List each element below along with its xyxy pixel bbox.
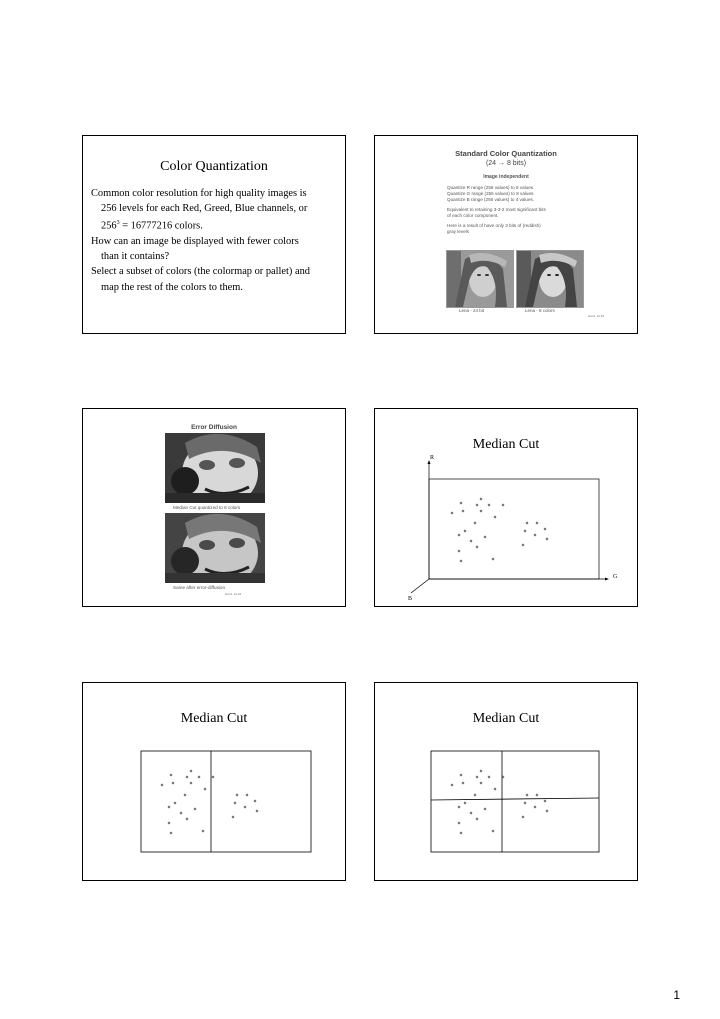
color-point — [186, 818, 188, 820]
color-points — [161, 770, 258, 834]
color-point — [476, 818, 478, 820]
color-point — [168, 822, 170, 824]
lena-8colors-image — [516, 250, 584, 308]
text-line: = 16777216 colors. — [119, 220, 203, 232]
text-line: Select a subset of colors (the colormap or pallet) and — [91, 266, 310, 278]
color-point — [470, 812, 472, 814]
color-point — [460, 774, 462, 776]
text-line: Quantize B range (256 values) to 4 values. — [447, 197, 535, 202]
color-point — [186, 776, 188, 778]
axis-label-b: B — [408, 596, 413, 602]
color-point — [474, 522, 476, 524]
slide-title: Median Cut — [472, 711, 540, 726]
color-point — [484, 536, 486, 538]
slide-title: Standard Color Quantization — [455, 149, 557, 158]
color-point — [161, 784, 163, 786]
text-line: Quantize G range (256 values) to 8 values. — [447, 191, 535, 196]
color-point — [170, 832, 172, 834]
color-point — [464, 802, 466, 804]
color-point — [544, 528, 546, 530]
color-points — [451, 770, 548, 834]
color-point — [464, 530, 466, 532]
text-line: Here is a result of have only 3 bits of (reddish) — [447, 223, 541, 228]
axis-label-r: R — [430, 455, 435, 461]
page-number: 1 — [673, 988, 680, 1002]
color-point — [212, 776, 214, 778]
color-point — [494, 788, 496, 790]
color-point — [502, 504, 504, 506]
slide-title: Median Cut — [180, 711, 248, 726]
color-point — [484, 808, 486, 810]
color-point — [172, 782, 174, 784]
color-point — [470, 540, 472, 542]
median-cut-diagram — [375, 683, 638, 881]
color-point — [474, 794, 476, 796]
color-point — [244, 806, 246, 808]
color-point — [522, 544, 524, 546]
slide-error-diffusion — [82, 408, 346, 607]
text-line: Common color resolution for high quality images is — [91, 188, 307, 199]
color-point — [204, 788, 206, 790]
color-point — [458, 550, 460, 552]
clown-error-diffusion-image — [165, 513, 265, 583]
color-point — [232, 816, 234, 818]
color-box — [141, 751, 311, 852]
slide-median-cut-split2 — [374, 682, 638, 881]
color-point — [492, 558, 494, 560]
color-point — [536, 794, 538, 796]
color-point — [476, 546, 478, 548]
text-base: 256 — [101, 220, 117, 232]
color-point — [488, 776, 490, 778]
lena-picture — [517, 251, 583, 307]
text-line: gray levels — [447, 229, 469, 234]
credit-text: Gonz. 11.15 — [588, 314, 605, 318]
text-line: Equivalent to retaining 3-3-2 most significant bits — [447, 207, 546, 212]
color-point — [526, 794, 528, 796]
color-point — [246, 794, 248, 796]
color-point — [526, 522, 528, 524]
text-line: Quantize R range (256 values) to 8 values. — [447, 185, 535, 190]
slide-title: Error Diffusion — [191, 424, 237, 431]
color-point — [168, 806, 170, 808]
caption-left: Lena - 24 bit — [459, 308, 485, 313]
color-point — [194, 808, 196, 810]
clown-picture — [165, 513, 265, 583]
color-point — [202, 830, 204, 832]
color-point — [546, 810, 548, 812]
color-box — [429, 479, 599, 579]
color-point — [236, 794, 238, 796]
median-cut-diagram — [83, 683, 346, 881]
color-point — [254, 800, 256, 802]
text-line: of each color component. — [447, 213, 499, 218]
arrow-g — [605, 578, 609, 581]
clown-median-cut-image — [165, 433, 265, 503]
color-point — [190, 770, 192, 772]
color-point — [198, 776, 200, 778]
color-point — [534, 534, 536, 536]
lena-picture — [447, 251, 513, 307]
color-point — [460, 832, 462, 834]
color-point — [480, 770, 482, 772]
caption-right: Lena - 8 colors — [525, 308, 555, 313]
color-point — [524, 530, 526, 532]
color-point — [524, 802, 526, 804]
superscript: 3 — [116, 220, 120, 227]
color-point — [476, 504, 478, 506]
color-point — [462, 782, 464, 784]
color-point — [234, 802, 236, 804]
color-point — [536, 522, 538, 524]
color-point — [494, 516, 496, 518]
paragraph-color-resolution — [91, 186, 341, 234]
rgb-cube-diagram — [375, 409, 638, 607]
paragraph-question — [91, 234, 341, 264]
slide-median-cut-3d — [374, 408, 638, 607]
slide-title: Median Cut — [472, 437, 540, 452]
color-point — [458, 534, 460, 536]
text-line: map the rest of the colors to them. — [101, 281, 243, 293]
text-line: than it contains? — [101, 251, 170, 263]
color-point — [174, 802, 176, 804]
color-point — [522, 816, 524, 818]
color-point — [476, 776, 478, 778]
color-point — [546, 538, 548, 540]
color-points — [451, 498, 548, 562]
color-point — [170, 774, 172, 776]
color-point — [458, 806, 460, 808]
color-point — [190, 782, 192, 784]
b-axis — [411, 579, 429, 593]
color-point — [184, 794, 186, 796]
slide-standard-quantization — [374, 135, 638, 334]
slide-subtitle: (24 → 8 bits) — [485, 160, 527, 167]
color-point — [256, 810, 258, 812]
text-line: How can an image be displayed with fewer colors — [91, 236, 299, 248]
slide-body — [91, 186, 341, 295]
color-point — [492, 830, 494, 832]
lena-24bit-image — [446, 250, 514, 308]
caption-median-cut: Median Cut quantized to 8 colors — [173, 505, 241, 510]
slide-text — [447, 185, 627, 235]
color-point — [458, 822, 460, 824]
caption-error-diffusion: Same after error-diffusion — [173, 585, 226, 590]
color-point — [451, 512, 453, 514]
cut-line-horizontal — [431, 798, 599, 800]
color-box — [431, 751, 599, 852]
color-point — [488, 504, 490, 506]
color-point — [460, 560, 462, 562]
color-point — [462, 510, 464, 512]
color-point — [544, 800, 546, 802]
color-point — [480, 498, 482, 500]
axis-label-g: G — [613, 574, 618, 580]
color-point — [180, 812, 182, 814]
paragraph-answer — [91, 264, 341, 294]
slide-color-quantization — [82, 135, 346, 334]
text-line: 256 levels for each Red, Greed, Blue channels, or — [101, 203, 308, 215]
credit-text: Gonz. 11.16 — [225, 592, 242, 596]
color-point — [534, 806, 536, 808]
color-point — [460, 502, 462, 504]
color-point — [480, 782, 482, 784]
color-point — [451, 784, 453, 786]
clown-picture — [165, 433, 265, 503]
color-point — [480, 510, 482, 512]
slide-label: Image independent — [483, 174, 529, 180]
slide-median-cut-split1 — [82, 682, 346, 881]
slide-title: Color Quantization — [160, 159, 268, 174]
